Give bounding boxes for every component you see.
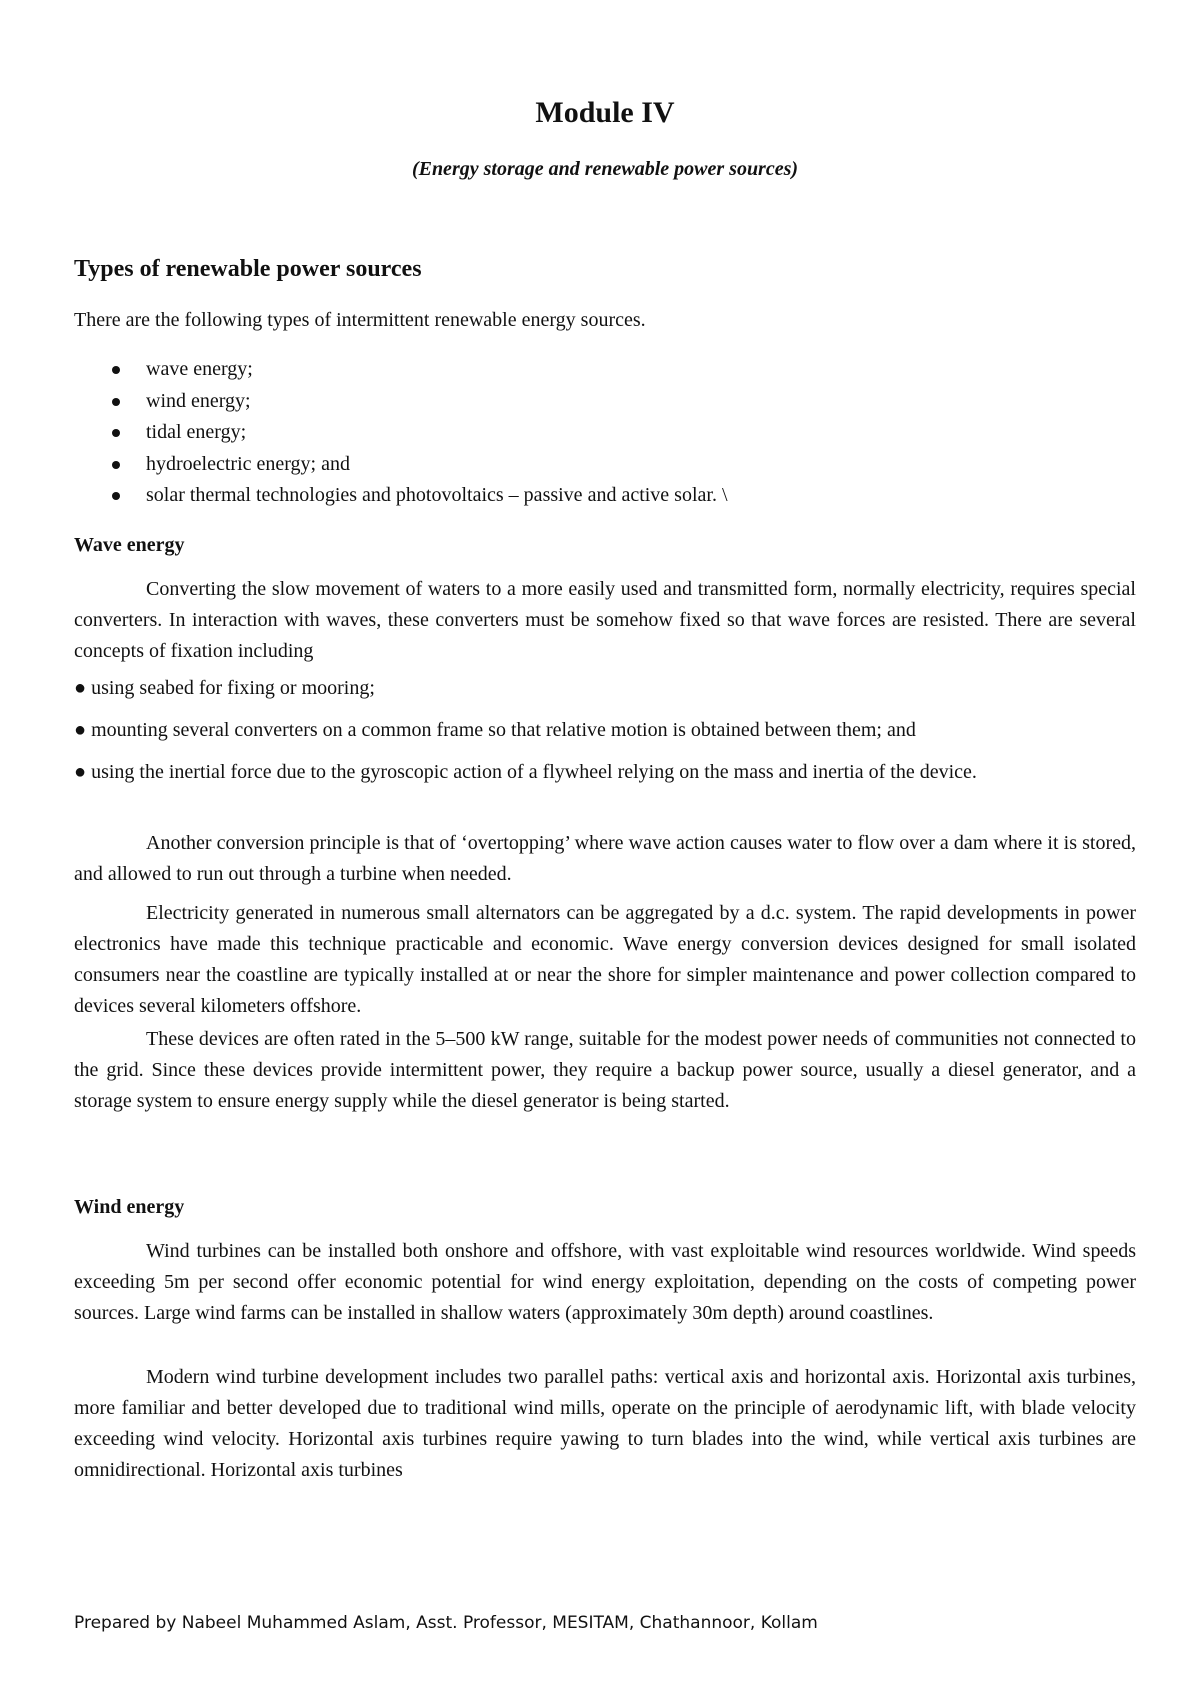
bullet-icon (112, 492, 120, 500)
section-heading: Types of renewable power sources (74, 256, 422, 282)
bullet-icon (112, 366, 120, 374)
bullet-icon (112, 429, 120, 437)
list-item-text: tidal energy; (146, 421, 247, 443)
wind-paragraph-1: Wind turbines can be installed both onshore and offshore, with vast exploitable wind resources worldwide. Wind speeds exceeding 5m per second offer economic potential for wind energy exploitation, depending on the costs of competing power sources. Large wind farms can be installed in shallow waters (approximately 30m depth) around coastlines. (74, 1240, 1136, 1324)
page-title: Module IV (535, 96, 675, 129)
wave-paragraph-3: Electricity generated in numerous small alternators can be aggregated by a d.c. system. The rapid developments in power electronics have made this technique practicable and economic. Wave energy conversion devices designed for small isolated consumers near the coastline are typically installed at or near the shore for simpler maintenance and power collection compared to devices several kilometers offshore. (74, 902, 1136, 1017)
list-item (74, 386, 1136, 418)
list-item (74, 449, 1136, 481)
wave-paragraph-1: Converting the slow movement of waters to a more easily used and transmitted form, normally electricity, requires special converters. In interaction with waves, these converters must be somehow fixed so that wave forces are resisted. There are several concepts of fixation including (74, 578, 1136, 662)
intro-paragraph: There are the following types of intermittent renewable energy sources. (74, 309, 646, 331)
list-item-text: wave energy; (146, 358, 253, 380)
page-footer: Prepared by Nabeel Muhammed Aslam, Asst. Professor, MESITAM, Chathannoor, Kollam (74, 1613, 818, 1633)
list-item-text: wind energy; (146, 389, 251, 412)
wave-paragraph-2: Another conversion principle is that of ‘overtopping’ where wave action causes water to flow over a dam where it is stored, and allowed to run out through a turbine when needed. (74, 832, 1136, 885)
list-item-text: hydroelectric energy; and (146, 452, 350, 475)
wave-energy-heading: Wave energy (74, 534, 185, 556)
energy-types-list (74, 354, 1136, 512)
wind-energy-heading: Wind energy (74, 1196, 185, 1218)
list-item (74, 480, 1136, 512)
list-item (74, 354, 1136, 386)
wind-paragraph-2: Modern wind turbine development includes two parallel paths: vertical axis and horizontal axis. Horizontal axis turbines, more familiar and better developed due to traditional wind mills, operate on the principle of aerodynamic lift, with blade velocity exceeding wind velocity. Horizontal axis turbines require yawing to turn blades into the wind, while vertical axis turbines are omnidirectional. Horizontal axis turbines (74, 1366, 1136, 1481)
fixation-item: ● using seabed for fixing or mooring; (74, 677, 375, 699)
list-item-text: solar thermal technologies and photovoltaics – passive and active solar. \ (146, 484, 728, 506)
page-subtitle: (Energy storage and renewable power sources) (411, 158, 799, 180)
fixation-item: ● using the inertial force due to the gyroscopic action of a flywheel relying on the mass and inertia of the device. (74, 761, 977, 783)
fixation-item: ● mounting several converters on a common frame so that relative motion is obtained between them; and (74, 719, 916, 741)
list-item (74, 417, 1136, 449)
bullet-icon (112, 461, 120, 469)
bullet-icon (112, 398, 120, 406)
wave-paragraph-4: These devices are often rated in the 5–500 kW range, suitable for the modest power needs of communities not connected to the grid. Since these devices provide intermittent power, they require a backup power source, usually a diesel generator, and a storage system to ensure energy supply while the diesel generator is being started. (74, 1028, 1136, 1112)
